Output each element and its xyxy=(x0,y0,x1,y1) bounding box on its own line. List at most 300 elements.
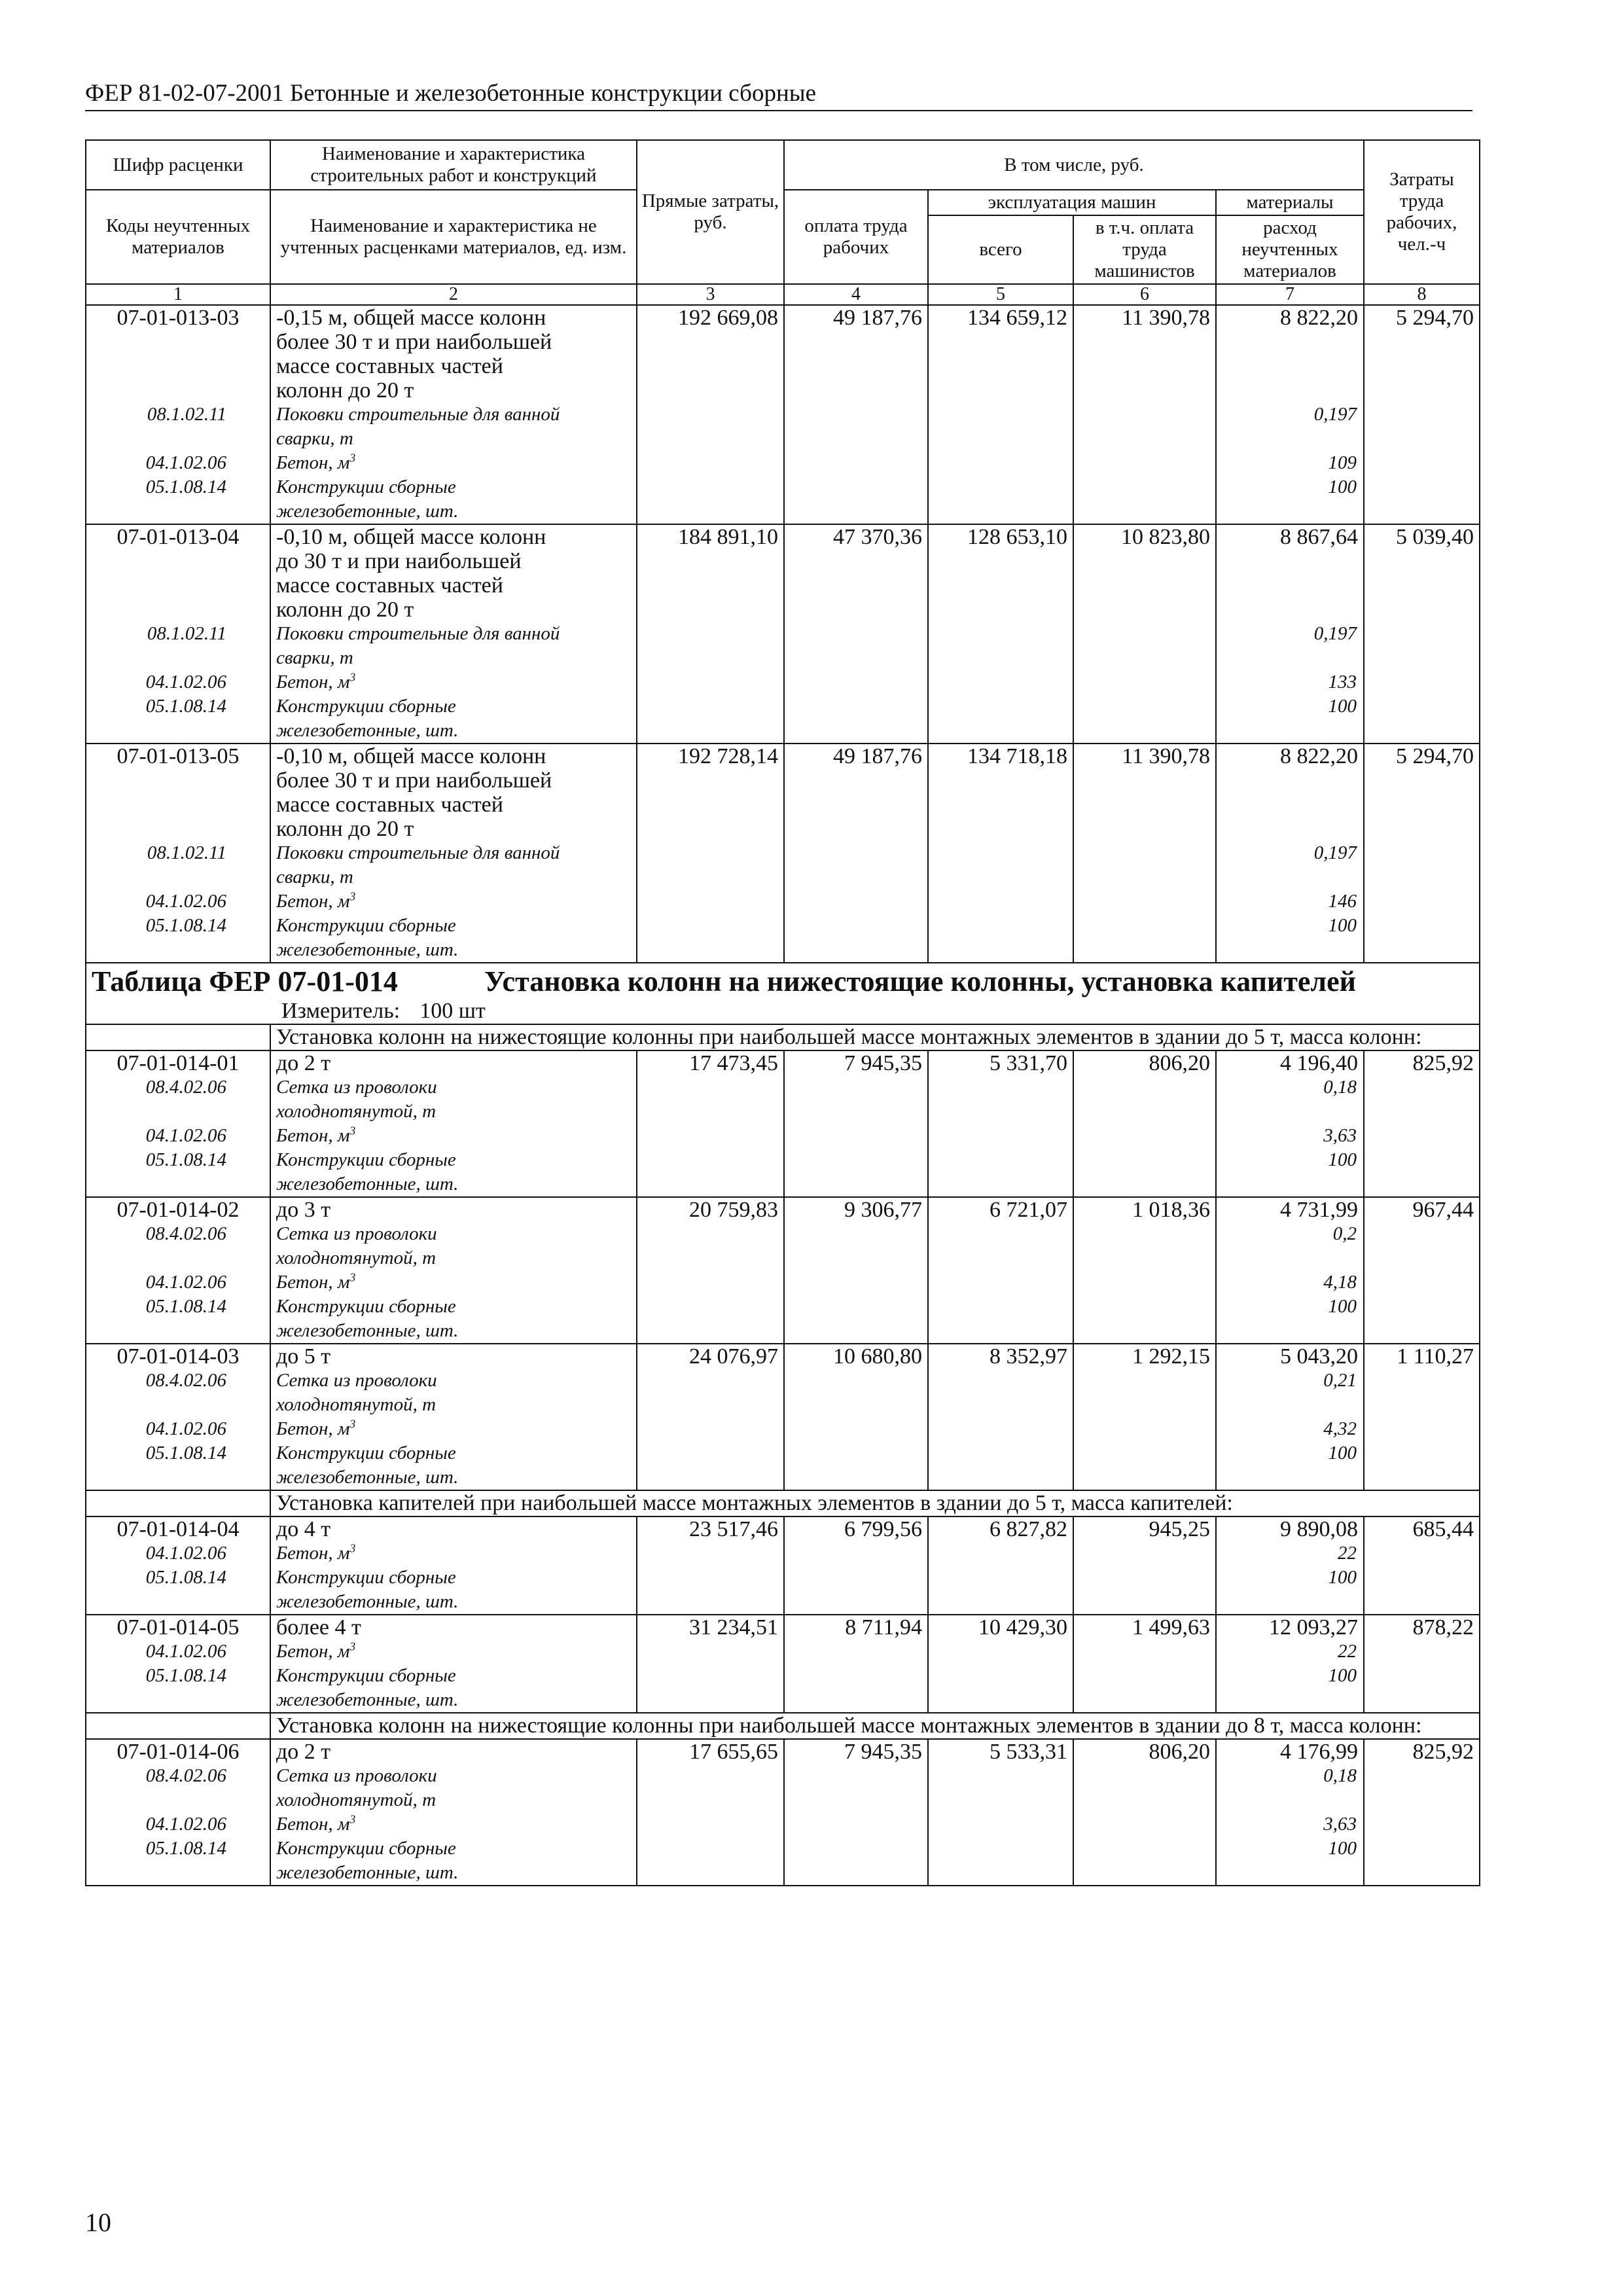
material-name-line xyxy=(276,1441,631,1465)
labor-cost: 967,44 xyxy=(1364,1197,1480,1222)
material-row xyxy=(86,1812,1480,1837)
empty-cell xyxy=(637,914,784,963)
wages: 10 680,80 xyxy=(784,1344,928,1369)
material-name-text: Бетон, м xyxy=(276,1418,350,1439)
material-qty: 0,21 xyxy=(1216,1369,1364,1417)
material-qty: 133 xyxy=(1216,670,1364,694)
rate-name xyxy=(270,1516,637,1541)
unit-exponent: 3 xyxy=(349,889,356,903)
empty-cell xyxy=(928,914,1073,963)
material-code: 04.1.02.06 xyxy=(86,1640,270,1664)
material-row xyxy=(86,1541,1480,1566)
direct-cost: 192 669,08 xyxy=(637,305,784,403)
empty-cell xyxy=(784,1640,928,1664)
table-row xyxy=(86,1050,1480,1075)
material-name xyxy=(270,451,637,475)
empty-cell xyxy=(1073,670,1216,694)
empty-cell xyxy=(928,1764,1073,1812)
material-code: 04.1.02.06 xyxy=(86,1417,270,1441)
rate-name xyxy=(270,1344,637,1369)
materials-cost: 8 822,20 xyxy=(1216,744,1364,841)
material-row xyxy=(86,1148,1480,1197)
material-name-text: холоднотянутой, т xyxy=(276,1394,437,1415)
rate-code: 07-01-013-05 xyxy=(86,744,270,841)
labor-cost: 685,44 xyxy=(1364,1516,1480,1541)
material-qty: 0,18 xyxy=(1216,1764,1364,1812)
empty-cell xyxy=(637,1812,784,1837)
material-name-text: Бетон, м xyxy=(276,452,350,473)
unit-exponent: 3 xyxy=(349,1812,356,1826)
material-name xyxy=(270,1640,637,1664)
empty-cell xyxy=(928,475,1073,524)
unit-exponent: 3 xyxy=(349,1124,356,1138)
empty-cell xyxy=(1364,1075,1480,1124)
empty-cell xyxy=(637,622,784,670)
material-code: 08.1.02.11 xyxy=(86,622,270,670)
machine-total: 134 718,18 xyxy=(928,744,1073,841)
table-row xyxy=(86,1197,1480,1222)
material-name-line xyxy=(276,499,631,524)
rate-name-line: до 2 т xyxy=(276,1740,331,1764)
empty-cell xyxy=(1073,1148,1216,1197)
col-total-header: всего xyxy=(928,215,1073,284)
rate-name-line: колонн до 20 т xyxy=(276,598,414,622)
col-num: 2 xyxy=(270,284,637,305)
empty-cell xyxy=(637,889,784,914)
empty-cell xyxy=(784,1124,928,1148)
table-body-013 xyxy=(86,305,1480,963)
material-row xyxy=(86,1764,1480,1812)
direct-cost: 23 517,46 xyxy=(637,1516,784,1541)
material-name-line xyxy=(276,1124,631,1148)
table-row xyxy=(86,524,1480,622)
empty-cell xyxy=(784,1369,928,1417)
material-name-line xyxy=(276,1172,631,1196)
material-name xyxy=(270,1441,637,1490)
col-machine-header: эксплуатация машин xyxy=(928,190,1216,215)
table-title-text: Установка колонн на нижестоящие колонны, установка капителей xyxy=(484,965,1356,997)
empty-cell xyxy=(928,451,1073,475)
empty-cell xyxy=(1364,1148,1480,1197)
empty-cell xyxy=(1364,1417,1480,1441)
labor-cost: 825,92 xyxy=(1364,1739,1480,1764)
empty-cell xyxy=(928,1812,1073,1837)
machine-total: 5 331,70 xyxy=(928,1050,1073,1075)
material-qty: 4,32 xyxy=(1216,1417,1364,1441)
material-name-text: Конструкции сборные xyxy=(276,696,456,717)
empty-cell xyxy=(637,475,784,524)
material-row xyxy=(86,403,1480,451)
rate-code: 07-01-014-05 xyxy=(86,1615,270,1640)
table-body-014-c xyxy=(86,1739,1480,1886)
empty-cell xyxy=(1073,475,1216,524)
material-code: 04.1.02.06 xyxy=(86,670,270,694)
empty-cell xyxy=(1073,1295,1216,1344)
material-name xyxy=(270,1075,637,1124)
empty-cell xyxy=(784,475,928,524)
material-row xyxy=(86,1295,1480,1344)
material-name-line xyxy=(276,475,631,499)
empty-cell xyxy=(1073,1837,1216,1886)
material-name-text: Конструкции сборные xyxy=(276,1567,456,1588)
material-name-line xyxy=(276,451,631,475)
machine-total: 134 659,12 xyxy=(928,305,1073,403)
material-name-line xyxy=(276,1566,631,1590)
material-name-text: железобетонные, шт. xyxy=(276,501,459,522)
col-num: 6 xyxy=(1073,284,1216,305)
material-qty: 0,18 xyxy=(1216,1075,1364,1124)
material-row xyxy=(86,841,1480,889)
material-name-text: Сетка из проволоки xyxy=(276,1370,437,1391)
material-qty: 3,63 xyxy=(1216,1124,1364,1148)
material-name-line xyxy=(276,403,631,427)
material-code: 08.1.02.11 xyxy=(86,403,270,451)
empty-cell xyxy=(928,1369,1073,1417)
empty-cell xyxy=(1073,1222,1216,1270)
rate-code: 07-01-014-03 xyxy=(86,1344,270,1369)
material-name-text: железобетонные, шт. xyxy=(276,939,459,960)
rate-name-line: до 4 т xyxy=(276,1517,331,1541)
machinist-wages: 11 390,78 xyxy=(1073,744,1216,841)
rate-code: 07-01-014-06 xyxy=(86,1739,270,1764)
material-name-text: Конструкции сборные xyxy=(276,1838,456,1859)
meter-value: 100 шт xyxy=(419,999,486,1023)
material-row xyxy=(86,889,1480,914)
rate-name-line: -0,10 м, общей массе колонн xyxy=(276,744,546,768)
wages: 47 370,36 xyxy=(784,524,928,622)
empty-cell xyxy=(1364,1640,1480,1664)
material-row xyxy=(86,1640,1480,1664)
material-name-line xyxy=(276,719,631,743)
empty-cell xyxy=(928,1148,1073,1197)
material-row xyxy=(86,451,1480,475)
empty-cell xyxy=(1364,694,1480,744)
material-code: 05.1.08.14 xyxy=(86,914,270,963)
material-qty: 100 xyxy=(1216,1664,1364,1713)
material-name-line xyxy=(276,1246,631,1270)
empty-cell xyxy=(784,1075,928,1124)
table-row xyxy=(86,744,1480,841)
machinist-wages: 806,20 xyxy=(1073,1739,1216,1764)
wages: 8 711,94 xyxy=(784,1615,928,1640)
empty-cell xyxy=(1073,1764,1216,1812)
rate-name xyxy=(270,305,637,403)
machinist-wages: 11 390,78 xyxy=(1073,305,1216,403)
rate-name-line: до 5 т xyxy=(276,1344,331,1369)
material-name-line xyxy=(276,622,631,646)
empty-cell xyxy=(1364,1270,1480,1295)
materials-cost: 4 176,99 xyxy=(1216,1739,1364,1764)
empty-cell xyxy=(637,1837,784,1886)
material-name-text: Бетон, м xyxy=(276,1641,350,1662)
rate-name-line: массе составных частей xyxy=(276,793,503,817)
empty-cell xyxy=(1073,451,1216,475)
machinist-wages: 945,25 xyxy=(1073,1516,1216,1541)
material-name xyxy=(270,1764,637,1812)
material-qty: 3,63 xyxy=(1216,1812,1364,1837)
empty-cell xyxy=(1364,1441,1480,1490)
empty-cell xyxy=(1364,1541,1480,1566)
section-heading: Установка колонн на нижестоящие колонны при наибольшей массе монтажных элементов в здании до 5 т, масса колонн: xyxy=(270,1024,1480,1050)
direct-cost: 17 655,65 xyxy=(637,1739,784,1764)
rate-name-line: колонн до 20 т xyxy=(276,817,414,841)
price-table xyxy=(85,139,1480,1886)
material-name-text: Бетон, м xyxy=(276,1814,350,1835)
material-name-line xyxy=(276,1541,631,1566)
meter-label: Измеритель: xyxy=(281,999,401,1023)
table-014-heading xyxy=(86,963,1480,1050)
material-code: 05.1.08.14 xyxy=(86,694,270,744)
material-name xyxy=(270,1812,637,1837)
rate-name xyxy=(270,1739,637,1764)
material-name-line xyxy=(276,1640,631,1664)
material-row xyxy=(86,1270,1480,1295)
material-qty: 100 xyxy=(1216,694,1364,744)
empty-cell xyxy=(1073,694,1216,744)
empty-cell xyxy=(784,451,928,475)
empty-cell xyxy=(1073,1541,1216,1566)
rate-name-line: массе составных частей xyxy=(276,573,503,598)
material-name-line xyxy=(276,914,631,938)
materials-cost: 4 731,99 xyxy=(1216,1197,1364,1222)
material-name xyxy=(270,1222,637,1270)
empty-cell xyxy=(784,1270,928,1295)
material-qty: 22 xyxy=(1216,1541,1364,1566)
material-code: 05.1.08.14 xyxy=(86,1295,270,1344)
material-name-line xyxy=(276,1222,631,1246)
material-row xyxy=(86,622,1480,670)
empty-cell xyxy=(928,1837,1073,1886)
col-machinist-header: в т.ч. оплата труда машинистов xyxy=(1073,215,1216,284)
empty-cell xyxy=(1364,403,1480,451)
material-name-line xyxy=(276,865,631,889)
empty-cell xyxy=(1364,1369,1480,1417)
empty-cell xyxy=(637,1566,784,1615)
wages: 7 945,35 xyxy=(784,1739,928,1764)
col-num: 1 xyxy=(86,284,270,305)
empty-cell xyxy=(928,1417,1073,1441)
empty-cell xyxy=(928,841,1073,889)
col-num: 5 xyxy=(928,284,1073,305)
material-name-text: холоднотянутой, т xyxy=(276,1789,437,1810)
material-name-line xyxy=(276,1075,631,1100)
empty-cell xyxy=(784,889,928,914)
material-name xyxy=(270,1124,637,1148)
material-name-line xyxy=(276,1688,631,1712)
rate-name-line: более 30 т и при наибольшей xyxy=(276,330,552,354)
material-name-text: железобетонные, шт. xyxy=(276,1174,459,1194)
empty-cell xyxy=(784,403,928,451)
wages: 49 187,76 xyxy=(784,744,928,841)
empty-cell xyxy=(784,1812,928,1837)
material-code: 05.1.08.14 xyxy=(86,475,270,524)
material-name xyxy=(270,1566,637,1615)
material-name-line xyxy=(276,1465,631,1490)
empty-cell xyxy=(1073,841,1216,889)
material-row xyxy=(86,1837,1480,1886)
col-name-header: Наименование и характеристика строительных работ и конструкций xyxy=(270,140,637,190)
rate-name xyxy=(270,1050,637,1075)
material-name-line xyxy=(276,938,631,962)
col-wages-header: оплата труда рабочих xyxy=(784,190,928,284)
col-labor-header: Затраты труда рабочих, чел.-ч xyxy=(1364,140,1480,284)
col-incl-header: В том числе, руб. xyxy=(784,140,1364,190)
empty-cell xyxy=(1364,1837,1480,1886)
material-name-line xyxy=(276,646,631,670)
material-name-line xyxy=(276,1148,631,1172)
empty-cell xyxy=(637,841,784,889)
meter xyxy=(86,999,1480,1024)
material-qty: 100 xyxy=(1216,1837,1364,1886)
empty-cell xyxy=(928,1124,1073,1148)
direct-cost: 24 076,97 xyxy=(637,1344,784,1369)
material-code: 08.4.02.06 xyxy=(86,1222,270,1270)
empty-cell xyxy=(1364,622,1480,670)
labor-cost: 1 110,27 xyxy=(1364,1344,1480,1369)
material-name-text: железобетонные, шт. xyxy=(276,1689,459,1710)
direct-cost: 31 234,51 xyxy=(637,1615,784,1640)
material-name-line xyxy=(276,1100,631,1124)
empty-cell xyxy=(784,1566,928,1615)
material-name xyxy=(270,914,637,963)
rate-name xyxy=(270,1197,637,1222)
material-name-line xyxy=(276,1812,631,1837)
col-cipher-header: Шифр расценки xyxy=(86,140,270,190)
empty-cell xyxy=(637,670,784,694)
materials-cost: 5 043,20 xyxy=(1216,1344,1364,1369)
direct-cost: 184 891,10 xyxy=(637,524,784,622)
material-qty: 4,18 xyxy=(1216,1270,1364,1295)
rate-code: 07-01-013-04 xyxy=(86,524,270,622)
material-name-line xyxy=(276,889,631,914)
col-num: 8 xyxy=(1364,284,1480,305)
material-name-text: железобетонные, шт. xyxy=(276,720,459,741)
rate-name-line: -0,10 м, общей массе колонн xyxy=(276,525,546,549)
material-qty: 0,2 xyxy=(1216,1222,1364,1270)
rate-name-line: колонн до 20 т xyxy=(276,378,414,403)
material-qty: 0,197 xyxy=(1216,403,1364,451)
material-name xyxy=(270,1148,637,1197)
col-num: 7 xyxy=(1216,284,1364,305)
material-qty: 0,197 xyxy=(1216,841,1364,889)
material-qty: 100 xyxy=(1216,1566,1364,1615)
col-direct-header: Прямые затраты, руб. xyxy=(637,140,784,284)
material-qty: 100 xyxy=(1216,1148,1364,1197)
labor-cost: 825,92 xyxy=(1364,1050,1480,1075)
rate-code: 07-01-014-04 xyxy=(86,1516,270,1541)
material-code: 04.1.02.06 xyxy=(86,1124,270,1148)
empty-cell xyxy=(784,1441,928,1490)
empty-cell xyxy=(928,1664,1073,1713)
table-row xyxy=(86,1615,1480,1640)
material-name xyxy=(270,889,637,914)
material-qty: 22 xyxy=(1216,1640,1364,1664)
material-row xyxy=(86,1222,1480,1270)
material-name-text: сварки, т xyxy=(276,428,353,449)
empty-cell xyxy=(784,914,928,963)
empty-cell xyxy=(637,1270,784,1295)
section-heading-3-body xyxy=(86,1713,1480,1739)
rate-name-line: более 30 т и при наибольшей xyxy=(276,768,552,793)
material-name-line xyxy=(276,1393,631,1417)
rate-name-line: до 30 т и при наибольшей xyxy=(276,549,522,573)
empty-cell xyxy=(784,1764,928,1812)
rate-name-line: массе составных частей xyxy=(276,354,503,378)
empty-cell xyxy=(1073,1441,1216,1490)
material-name xyxy=(270,1837,637,1886)
empty-cell xyxy=(1073,1270,1216,1295)
col-codes-header: Коды неучтенных материалов xyxy=(86,190,270,284)
material-name xyxy=(270,403,637,451)
empty-cell xyxy=(928,1566,1073,1615)
empty-cell xyxy=(1073,1566,1216,1615)
empty-cell xyxy=(928,1295,1073,1344)
empty-cell xyxy=(784,622,928,670)
material-name-text: Конструкции сборные xyxy=(276,1296,456,1317)
material-name xyxy=(270,622,637,670)
material-row xyxy=(86,914,1480,963)
material-name-text: Конструкции сборные xyxy=(276,915,456,936)
machine-total: 5 533,31 xyxy=(928,1739,1073,1764)
unit-exponent: 3 xyxy=(349,1541,356,1555)
empty-cell xyxy=(637,1417,784,1441)
empty-cell xyxy=(637,694,784,744)
rate-name-line: -0,15 м, общей массе колонн xyxy=(276,306,546,330)
material-name-text: железобетонные, шт. xyxy=(276,1862,459,1883)
empty-cell xyxy=(784,1664,928,1713)
material-name-line xyxy=(276,1270,631,1295)
empty-cell xyxy=(784,1541,928,1566)
rate-name xyxy=(270,1615,637,1640)
unit-exponent: 3 xyxy=(349,670,356,684)
col-num: 4 xyxy=(784,284,928,305)
unit-exponent: 3 xyxy=(349,451,356,465)
material-name-text: Бетон, м xyxy=(276,1272,350,1293)
empty-cell xyxy=(1364,889,1480,914)
rate-code: 07-01-013-03 xyxy=(86,305,270,403)
labor-cost: 5 294,70 xyxy=(1364,744,1480,841)
col-materials-header: материалы xyxy=(1216,190,1364,215)
material-name-text: Сетка из проволоки xyxy=(276,1223,437,1244)
material-row xyxy=(86,475,1480,524)
material-row xyxy=(86,1566,1480,1615)
section-heading-2-body xyxy=(86,1490,1480,1516)
material-code: 04.1.02.06 xyxy=(86,1812,270,1837)
material-name-text: Поковки строительные для ванной xyxy=(276,842,560,863)
material-row xyxy=(86,1664,1480,1713)
material-qty: 146 xyxy=(1216,889,1364,914)
page-header: ФЕР 81-02-07-2001 Бетонные и железобетонные конструкции сборные xyxy=(85,77,1472,111)
machine-total: 8 352,97 xyxy=(928,1344,1073,1369)
direct-cost: 20 759,83 xyxy=(637,1197,784,1222)
empty-cell xyxy=(928,403,1073,451)
materials-cost: 9 890,08 xyxy=(1216,1516,1364,1541)
empty-cell xyxy=(928,1270,1073,1295)
page-number: 10 xyxy=(85,2208,111,2237)
material-row xyxy=(86,1417,1480,1441)
empty-cell xyxy=(1073,889,1216,914)
materials-cost: 12 093,27 xyxy=(1216,1615,1364,1640)
material-name-text: железобетонные, шт. xyxy=(276,1591,459,1612)
material-name-line xyxy=(276,1319,631,1343)
material-name-text: Бетон, м xyxy=(276,1543,350,1564)
col-matname-header: Наименование и характеристика не учтенных расценками материалов, ед. изм. xyxy=(270,190,637,284)
empty-cell xyxy=(928,1541,1073,1566)
empty-cell xyxy=(784,1417,928,1441)
material-code: 05.1.08.14 xyxy=(86,1664,270,1713)
section-heading: Установка колонн на нижестоящие колонны при наибольшей массе монтажных элементов в здании до 8 т, масса колонн: xyxy=(270,1713,1480,1739)
table-row xyxy=(86,1739,1480,1764)
